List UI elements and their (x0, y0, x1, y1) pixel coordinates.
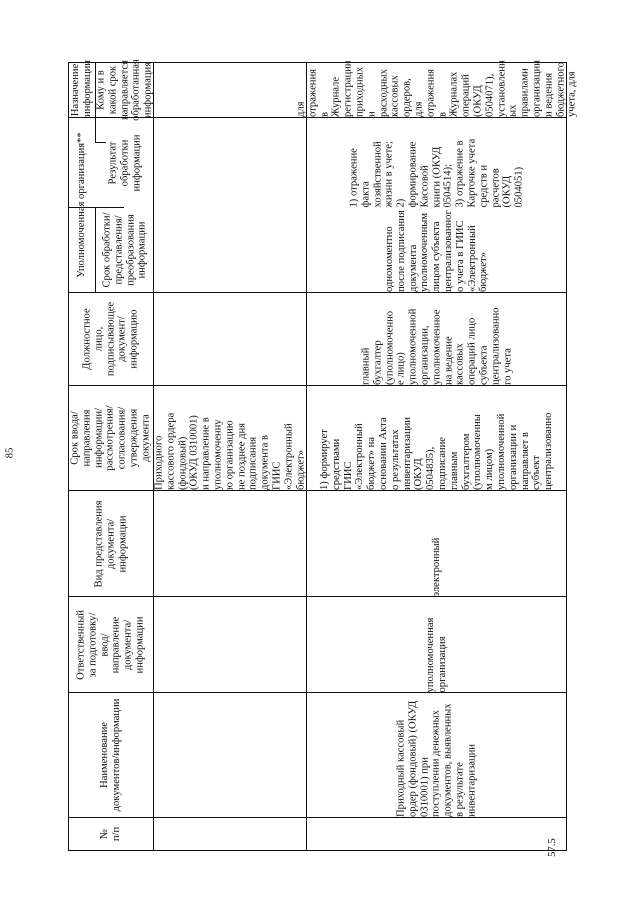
header-official-text: Должностное лицо, подписывающее документ/ информацию (81, 301, 140, 377)
header-responsible (69, 597, 153, 692)
row-name (307, 693, 566, 817)
row-purpose (294, 60, 578, 117)
header-number-text: № п/п (99, 826, 122, 842)
header-purpose (95, 59, 154, 121)
row-responsible-text: уполномоченная организация (424, 617, 448, 692)
header-name (69, 693, 153, 817)
table-border-bottom (68, 850, 567, 851)
header-result (96, 118, 153, 207)
header-purpose-text: Кому и в какой срок направляется обработанная информация (95, 59, 154, 121)
row-number (307, 818, 566, 858)
header-processing-deadline-text: Срок обработки/ представления/ преобразования информации (100, 212, 148, 288)
row-purpose-text: для отражения в Журнале регистрации приходных и расходных кассовых ордеров, для отражения в Журналах операций (ОКУД 0504071), установленн ых правилами организации и ведения бюджетного учета, для (294, 60, 578, 117)
header-type-text: Вид представления документа/ информации (93, 500, 128, 587)
header-group-authorized (69, 118, 95, 292)
header-type (69, 491, 153, 596)
row-processing-deadline-text: одномоментно после подписания документа уполномоченным лицом субъекта централизованног о учета в ГИИС «Электронный бюджет» (383, 210, 489, 292)
row-result (307, 118, 566, 207)
header-group-authorized-text: Уполномоченная организация** (76, 132, 88, 278)
row-responsible (307, 597, 566, 692)
header-group-purpose-text: Назначение информации (70, 60, 93, 117)
page-number-text: 85 (4, 447, 16, 459)
row-processing-deadline (307, 208, 566, 292)
continuation-deadline-text: Приходного кассового ордера (фондовый) (ОКУД 0310001) и направление в уполномоченну ю организацию не позднее дня подписания документа в ГИИС «Электронный бюджет» (153, 412, 306, 490)
row-official (307, 293, 566, 385)
header-official (69, 293, 153, 385)
header-result-text: Результат обработки информации (106, 134, 142, 191)
row-result-text: 1) отражение факта хозяйственной жизни в учете; 2) формирование Кассовой книги (ОКУД 0504514); 3) отражение в Карточке учета средств и расчетов (ОКУД 0504051) (348, 138, 525, 207)
row-name-text: Приходный кассовый ордер (фондовый) (ОКУД 0310001) при поступлении денежных документов, выявленных в результате инвентаризации (395, 700, 477, 817)
row-deadline-text: 1) формирует средствами ГИИС «Электронный бюджет» на основании Акта о результатах инвентаризации (ОКУД 0504835), подписание главным бухгалтером (уполномоченны м лицом) уполномоченной организации и направляет в субъект централизованно (318, 412, 554, 490)
header-group-purpose (69, 60, 95, 117)
header-number (69, 818, 153, 850)
row-official-text: главный бухгалтер (уполномоченно е лицо) уполномоченной организации, уполномоченное на ведение кассовых операций лицо субъекта централизованно го учета (359, 307, 513, 385)
continuation-deadline (154, 386, 306, 490)
table-border-right (566, 62, 567, 851)
header-processing-deadline (96, 208, 153, 292)
row-type-text: электронный (430, 537, 442, 596)
header-deadline-text: Срок ввода/ направления информации/ рассмотрения/ согласования/ утверждения документа (69, 405, 152, 471)
header-name-text: Наименование документов/информации (99, 698, 122, 812)
row-deadline (307, 386, 566, 490)
header-deadline (69, 386, 153, 490)
header-responsible-text: Ответственный за подготовку/ ввод/ направление документа/ информации (75, 609, 146, 680)
row-type (307, 491, 566, 596)
row-number-text: 57.5 (547, 838, 559, 858)
